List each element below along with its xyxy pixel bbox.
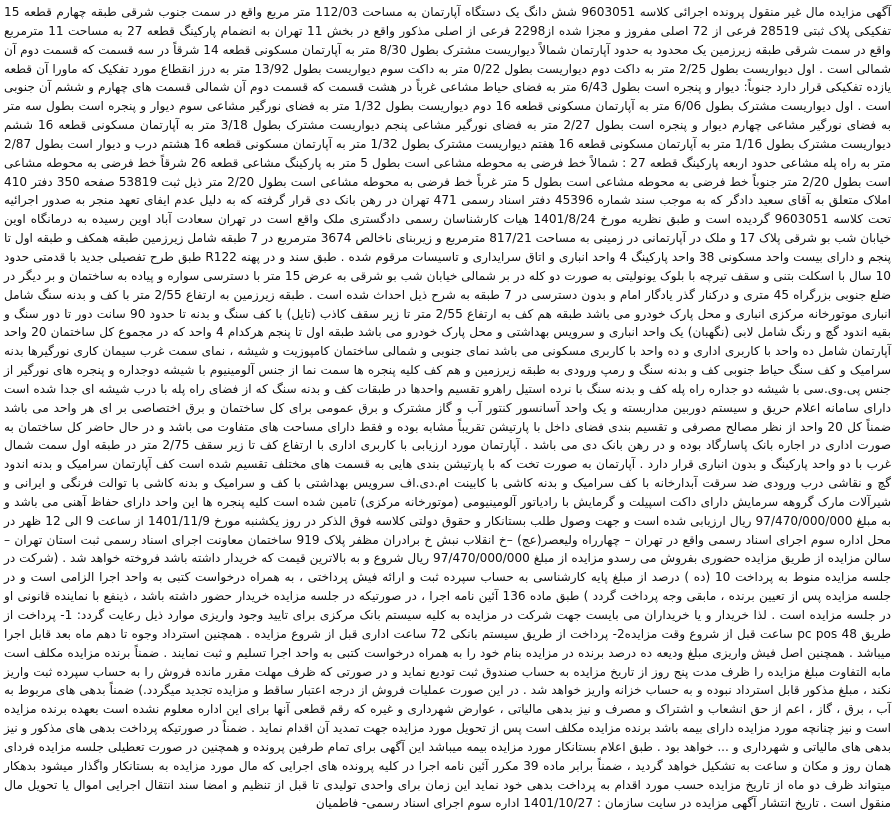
auction-notice-text: آگهی مزایده مال غیر منقول پرونده اجرائی کلاسه 9603051 شش دانگ یک دستگاه آپارتمان به مساحت 112/03 متر مربع واقع در سمت جنوب شرقی طبقه چهارم قطعه 15 تفکیکی پلاک ثبتی 28519 فرعی از 72 اصلی مفروز و مجزا شده از2298 فرعی از اصلی مذکور واقع در بخش 11 تهران به انضمام پارکینگ قطعه 27 به مساحت 11 مترمربع واقع در سمت شرقی طبقه زیرزمین یک محدود به حدود آپارتمان شمالاً دیواریست مشترک بطول 8/30 متر به آپارتمان مسکونی قطعه 14 شرقاً در سه قسمت که قسمت دوم آن شمالی است . اول دیواریست بطول 2/25 متر به داکت دوم دیواریست بطول 0/22 متر به داکت سوم دیواریست بطول 13/92 متر به درز انقطاع مورد تفکیک که ماورا آن قطعه یازده تفکیکی قرار دارد جنوباً: دیوار و پنجره است بطول 6/43 متر به فضای حیاط مشاعی غرباً در هشت قسمت که قسمت دوم آن شمالی قسمت های چهارم و ششم آن جنوبی است . اول دیواریست مشترک بطول 6/06 متر به آپارتمان مسکونی قطعه 16 دوم دیواریست بطول 1/32 متر به فضای نورگیر مشاعی سوم دیوار و پنجره است بطول سه متر به فضای نورگیر مشاعی چهارم دیوار و پنجره است بطول 2/27 متر به فضای نورگیر مشاعی پنجم دیواریست مشترک بطول 3/18 متر به آپارتمان مسکونی قطعه 16 ششم دیواریست مشترک بطول 1/16 متر به آپارتمان مسکونی قطعه 16 هفتم دیواریست مشترک بطول 1/32 متر به آپارتمان مسکونی قطعه 16 هشتم درب و دیوار است بطول 2/87 متر به راه پله مشاعی حدود اربعه پارکینگ قطعه 27 : شمالاً خط فرضی به محوطه مشاعی است بطول 5 متر به پارکینگ مشاعی قطعه 26 شرقاً خط فرضی به محوطه مشاعی است بطول 2/20 متر جنوباً خط فرضی به محوطه مشاعی است بطول 5 متر غرباً خط فرضی به محوطه مشاعی است بطول 2/20 متر ذیل ثبت 53819 صفحه 350 دفتر 410 املاک متعلق به آقای سعید دادگر که به موجب سند شماره 45396 دفتر اسناد رسمی 471 تهران در رهن بانک دی قرار گرفته که به دلیل عدم ایفای تعهد منجر به صدور اجرائیه تحت کلاسه 9603051 گردیده است و طبق نظریه مورخ 1401/8/24 هیات کارشناسان رسمی دادگستری ملک واقع است در تهران سعادت آباد اوین رسیده به درمانگاه اوین خیابان شب بو شرقی پلاک 17 و ملک در آپارتمانی در زمینی به مساحت 817/21 مترمربع و زیربنای ناخالص 3674 مترمربع در 7 طبقه شامل زیرزمین طبقه همکف و طبقه اول تا پنجم و دارای بیست واحد مسکونی 38 واحد پارکینگ 4 واحد انباری و اتاق سرایداری و تاسیسات مرقوم شده . طبق سند و در پهنه R122 طبق طرح تفصیلی جدید با قدمتی حدود 10 سال با اسکلت بتنی و سقف تیرچه با بلوک یونولیتی به صورت دو کله در بر شمالی خیابان شب بو شرقی به عرض 15 متر با دسترسی سواره و پیاده به ساختمان و بر دیگر در ضلع جنوبی بزرگراه 45 متری و درکنار گذر یادگار امام و بدون دسترسی در 7 طبقه به شرح ذیل احداث شده است . طبقه زیرزمین به ارتفاع 2/55 متر با کف و بدنه سنگ شامل انباری موتورخانه مرکزی انباری و محل پارک خودرو می باشد طبقه هم کف به ارتفاع 2/55 متر تا زیر سقف کاذب (تایل) با کف سنگ و بدنه تا حدود 90 سانت دور تا دور سنگ و بقیه اندود گچ و رنگ شامل لابی (نگهبان) یک واحد انباری و سرویس بهداشتی و محل پارک خودرو می باشد طبقه اول تا پنجم هرکدام 4 واحد که در مجموع کل ساختمان 20 واحد آپارتمان شامل ده واحد با کاربری اداری و ده واحد با کاربری مسکونی می باشد نمای جنوبی و شمالی ساختمان کامپوزیت و شیشه ، نمای سمت غرب سیمان کاری نورگیرها بدنه سرامیک و کف سنگ حیاط جنوبی کف و بدنه سنگ و رمپ ورودی به طبقه زیرزمین و هم کف کلیه پنجره ها سمت نما از جنس آلومینیوم با شیشه دوجداره و پنجره های نورگیر از جنس پی.وی.سی با شیشه دو جداره راه پله کف و بدنه سنگ با نرده استیل راهرو تقسیم واحدها در طبقات کف و بدنه سنگ که از فضای راه پله با درب شیشه ای جدا شده است دارای سامانه اعلام حریق و سیستم دوربین مداربسته و یک واحد آسانسور کنتور آب و گاز مشترک و برق عمومی برای کل ساختمان و برق اختصاصی بر ای هر واحد می باشد ضمناً کل 20 واحد از نظر مصالح مصرفی و تقسیم بندی فضای داخل با پارتیشن تقریباً مشابه بوده و فقط دارای مساحت های متفاوت می باشد و در حال حاضر کل ساختمان به صورت اداری در اجاره بانک پاسارگاد بوده و در رهن بانک دی می باشد . آپارتمان مورد ارزیابی با کاربری اداری با ارتفاع کف تا زیر سقف 2/75 متر در طبقه اول سمت شمال غرب با دو واحد پارکینگ و بدون انباری قرار دارد . آپارتمان به صورت تخت که با پارتیشن بندی هایی به قسمت های مختلف تقسیم شده است کف آپارتمان سرامیک و بدنه اندود گچ و نقاشی درب ورودی ضد سرقت آبدارخانه با کف سرامیک و بدنه کاشی با کابینت ام.دی.اف سرویس بهداشتی با کف و سرامیک و بدنه کاشی با توالت فرنگی و ایرانی و شیرآلات مارک گروهه سرمایش دارای داکت اسپیلت و گرمایش با رادیاتور آلومینیومی (موتورخانه مرکزی) تامین شده است کلیه پنجره ها این واحد دارای حفاظ آهنی می باشد و به مبلغ 97/470/000/000 ریال ارزیابی شده است و جهت وصول طلب بستانکار و حقوق دولتی کلاسه فوق الذکر در روز یکشنبه مورخ 1401/11/9 از ساعت 9 الی 12 ظهر در محل اداره سوم اجرای اسناد رسمی واقع در تهران – چهارراه ولیعصر(عج) –خ انقلاب نبش خ برادران مظفر پلاک 919 ساختمان معاونت اجرای اسناد رسمی ثبت استان تهران – سالن مزایده از طریق مزایده حضوری بفروش می رسدو مزایده از مبلغ 97/470/000/000 ریال شروع و به بالاترین قیمت که خریدار داشته باشد فروخته خواهد شد . (شرکت در جلسه مزایده منوط به پرداخت 10 (ده ) درصد از مبلغ پایه کارشناسی به حساب سپرده ثبت و ارائه فیش پرداختی ، به همراه درخواست کتبی به واحد اجرا الزامی است و در جلسه مزایده پس از تعیین برنده ، مابقی وجه پرداخت گردد ) طبق ماده 136 آئین نامه اجرا ، در صورتیکه در جلسه مزایده خریدار حضور داشته باشد ، ذینفع با نماینده قانونی او در جلسه مزایده است . لذا خریدار و یا خریداران می بایست جهت شرکت در مزایده به کلیه سیستم بانک مرکزی برای تایید وجود واریزی موارد ذیل رعایت گردد: 1- پرداخت از طریق 48 pc pos ساعت قبل از شروع وقت مزایده2- پرداخت از طریق سیستم بانکی 72 ساعت اداری قبل از شروع مزایده . همچنین استرداد وجوه تا دهم ماه بعد قابل اجرا میباشد . همچنین اصل فیش واریزی مبلغ ودیعه ده درصد برنده در مزایده بنام خود را به همراه درخواست کتبی به واحد اجرا تسلیم و ثبت نمایند . ضمناً برنده مزایده مکلف است مابه التفاوت مبلغ مزایده را ظرف مدت پنج روز از تاریخ مزایده به حساب صندوق ثبت تودیع نماید و در صورتی که ظرف مهلت مقرر مانده فروش را به حساب سپرده ثبت واریز نکند ، مبلغ مذکور قابل استرداد نبوده و به حساب خزانه واریز خواهد شد . در این صورت عملیات فروش از درجه اعتبار ساقط و مزایده تجدید میگردد.) ضمناً بدهی های مربوط به آب ، برق ، گاز ، اعم از حق انشعاب و اشتراک و مصرف و نیز بدهی مالیاتی ، عوارض شهرداری و غیره که رقم قطعی آنها برای این اداره معلوم نشده است بعهده برنده مزایده است و نیز چنانچه مورد مزایده دارای بیمه باشد برنده مزایده مکلف است پس از تحویل مورد مزایده جهت تمدید آن اقدام نماید . ضمناً در صورتیکه پرداخت بدهی های مذکور و نیز بدهی های مالیاتی و شهرداری و ... خواهد بود . طبق اعلام بستانکار مورد مزایده بیمه میباشد این آگهی برای تمام طرفین پرونده و همچنین در صورت تعطیلی جلسه مزایده فردای همان روز و مکان و ساعت به تشکیل خواهد گردید ، ضمناً برابر ماده 39 مکرر آئین نامه اجرا در کلیه پرونده های اجرایی که مال مورد مزایده به بستانکار واگذار میشود بدهکار میتواند ظرف دو ماه از تاریخ مزایده حسب مورد اقدام به پرداخت بدهی خود نماید این زمان برای واحدی تولیدی تا قبل از تنظیم و امضا سند انتقال اجرایی اموال یا تحویل مال منقول است . تاریخ انتشار آگهی مزایده در سایت سازمان : 1401/10/27 اداره سوم اجرای اسناد رسمی- فاطمیان [4, 5, 892, 811]
